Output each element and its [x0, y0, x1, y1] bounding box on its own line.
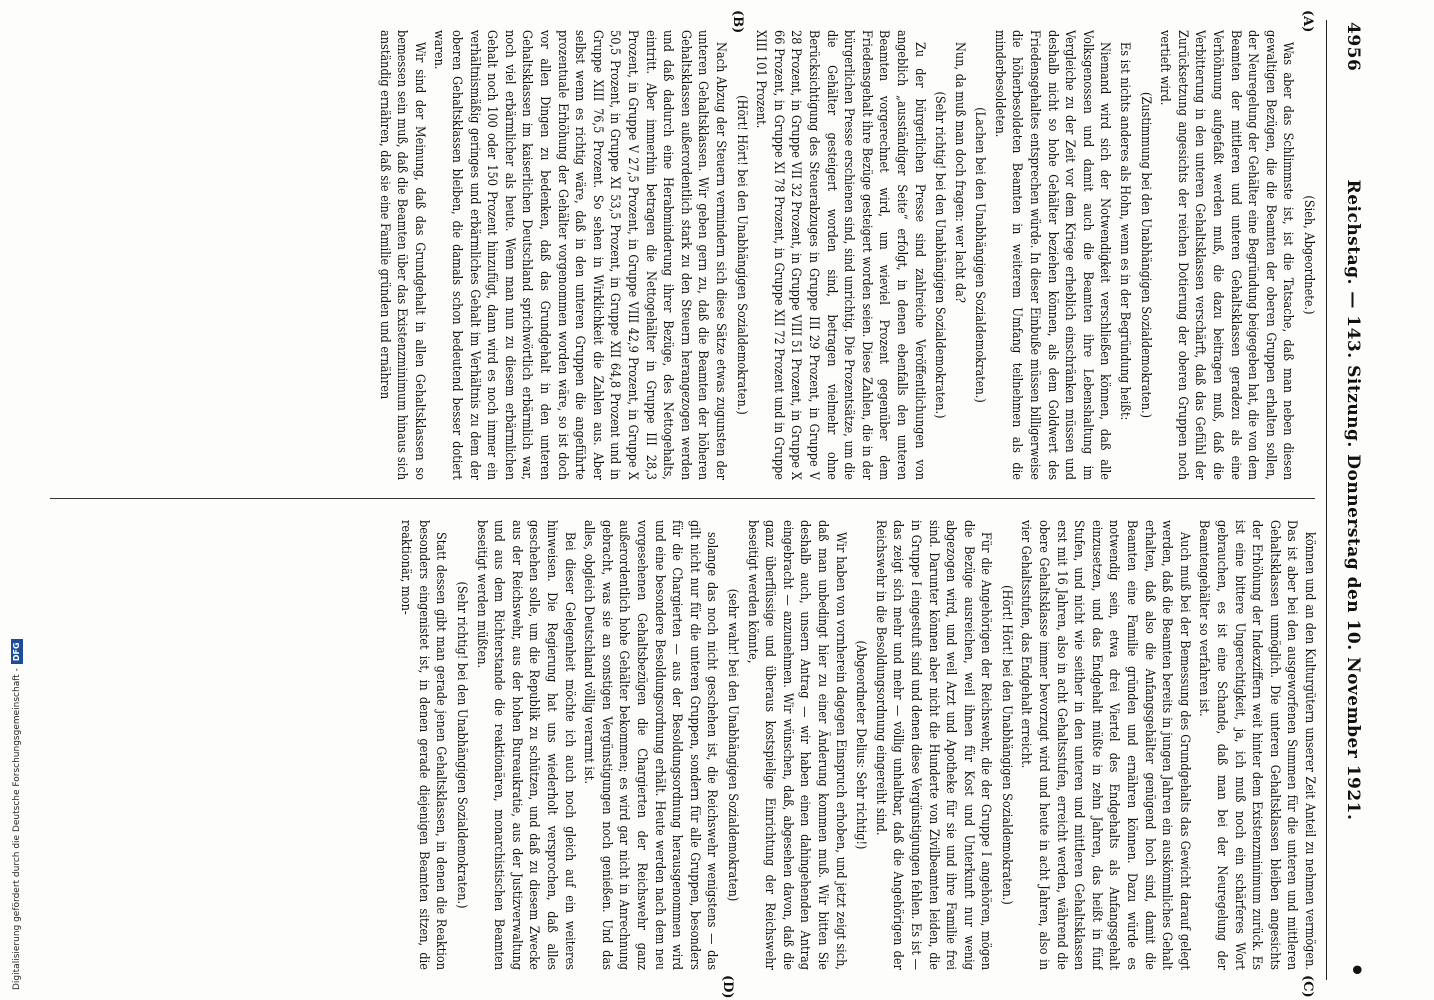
margin-mark-d: (D)	[720, 975, 735, 999]
paragraph: Bei dieser Gelegenheit möchte ich auch noch gleich auf ein weiteres hinweisen. Die Regierung hat uns wiederholt versprochen, daß alles geschehen solle, um die Republik zu schützen, und daß zu diesem Zwecke aus der Reichswehr, aus der hohen Bureaukratie, aus der Justizverwaltung und aus dem Richterstande die reaktionären, monarchistischen Beamten beseitigt werden müßten.	[474, 520, 578, 970]
interjection: (Hört! Hört! bei den Unabhängigen Sozialdemokraten.)	[999, 585, 1015, 905]
paragraph: Auch muß bei der Bemessung des Grundgehalts das Gewicht darauf gelegt werden, daß die Beamten bereits in jungen Jahren ein auskömmliches Gehalt erhalten, daß also die Anfangsgehälter genügend hoch sind, damit die Beamten eine Familie gründen und ernähren können. Dazu würde es notwendig sein, etwa drei Viertel des Endgehalts als Anfangsgehalt einzusetzen, und das Endgehalt müßte in zehn Jahren, das heißt in fünf Stufen, und nicht wie seither in den unteren und mittleren Gehaltsklassen erst mit 16 Jahren, also in acht Gehaltsstufen, erreicht werden, während die obere Gehaltsklasse immer bevorzugt wird und heute in acht Jahren, also in vier Gehaltsstufen, das Endgehalt erreicht.	[1019, 520, 1193, 970]
paragraph: Nun, da muß man doch fragen: wer lacht da?	[952, 42, 968, 303]
interjection: (Abgeordneter Delius: Sehr richtig!)	[854, 640, 870, 850]
interjection: (Hört! Hört! bei den Unabhängigen Sozialdemokraten.)	[734, 95, 750, 415]
right-column	[49, 520, 1319, 970]
running-title: Reichstag. — 143. Sitzung. Donnerstag den 10. November 1921.	[1343, 179, 1363, 821]
column-divider	[50, 498, 1315, 499]
interjection: (Lachen bei den Unabhängigen Sozialdemokraten.)	[973, 107, 989, 403]
paragraph: können und an den Kulturgütern unserer Zeit Anteil zu nehmen vermögen. Das ist aber bei den ausgeworfenen Summen für die unteren und mittleren Gehaltsklassen unmöglich. Die unteren Gehaltsklassen bleiben angesichts der Erhöhung der Indexziffern weit hinter dem Existenzminimum zurück. Es ist eine bittere Ungerechtigkeit, ja, ich muß noch ein schärferes Wort gebrauchen, es ist eine Schande, daß man bei der Neuregelung der Beamtengehälter so verfahren ist.	[1197, 520, 1318, 970]
digitization-credit	[6, 620, 28, 990]
paragraph: Es ist nichts anderes als Hohn, wenn es in der Begründung heißt:	[1118, 42, 1134, 421]
margin-mark-a: (A)	[1300, 10, 1315, 33]
paragraph: Wir sind der Meinung, daß das Grundgehalt in allen Gehaltsklassen so bemessen sein muß, daß die Beamten über das Existenzminimum hinaus sich anständig ernähren, daß sie eine Familie gründen und ernähren	[377, 30, 428, 480]
paragraph: solange das noch nicht geschehen ist, die Reichswehr wenigstens — das gilt nicht nur für die unteren Gruppen, sondern für alle Gruppen, besonders für die Chargierten — aus der Besoldungsordnung herausgenommen wird und eine besondere Besoldungsordnung erhält. Heute werden nach dem neu vorgesehenen Gehaltsbezügen die Chargierten der Reichswehr ganz außerordentlich hohe Gehälter bekommen; es wird gar nicht in Anrechnung gebracht, was sie an sonstigen Vergünstigungen noch genießen. Und das alles, obgleich Deutschland völlig verarmt ist.	[582, 520, 721, 970]
left-column	[49, 30, 1319, 480]
interjection: (sehr wahr! bei den Unabhängigen Sozialdemokraten)	[726, 588, 741, 902]
margin-mark-b: (B)	[730, 10, 745, 34]
rotated-sheet	[30, 0, 1375, 1000]
interjection: (Sehr richtig! bei den Unabhängigen Sozialdemokraten.)	[455, 581, 471, 909]
page-header	[1329, 16, 1373, 984]
header-rule	[1326, 20, 1327, 980]
credit-text-wrapper	[6, 620, 28, 990]
paragraph: Wir haben von vornherein dagegen Einspruch erhoben, und jetzt zeigt sich, daß man unbedingt hier zu einer Änderung kommen muß. Wir bitten Sie deshalb auch, unsern Antrag — wir haben einen dahingehenden Antrag eingebracht — anzunehmen. Wir wünschen, daß, abgesehen davon, daß die ganz überflüssige und überaus kostspielige Einrichtung der Reichswehr beseitigt werden könnte,	[745, 520, 849, 970]
quotation: Niemand wird sich der Notwendigkeit verschließen können, daß alle Volksgenossen und damit auch die Beamten ihre Lebenshaltung im Vergleiche zu der Zeit vor dem Kriege erheblich einschränken müssen und deshalb nicht so hohe Gehälter beziehen können, als dem Goldwert des Friedensgehaltes entsprechen würde. In dieser Einbuße müssen billigerweise die höherbesoldeten Beamten in weiterem Umfang teilnehmen als die minderbesoldeten.	[992, 30, 1114, 480]
paragraph: Nach Abzug der Steuern vermindern sich diese Sätze etwas zugunsten der unteren Gehaltsklassen. Wir geben gern zu, daß die Beamten der höheren Gehaltsklassen außerordentlich stark zu den Steuern herangezogen werden und daß dadurch eine Herabminderung ihrer Bezüge, des Nettogehalts, eintritt. Aber immerhin betragen die Nettogehälter in Gruppe III 28,3 Prozent, in Gruppe V 27,5 Prozent, in Gruppe VIII 42,9 Prozent, in Gruppe X 50,5 Prozent, in Gruppe XI 53,5 Prozent, in Gruppe XII 64,8 Prozent und in Gruppe XIII 76,5 Prozent. So sehen in Wirklichkeit die Zahlen aus. Aber selbst wenn es richtig wäre, daß in den unteren Gruppen die angeführte prozentuale Erhöhung der Gehälter vorgenommen worden wäre, so ist doch vor allen Dingen zu bedenken, daß das Grundgehalt in den unteren Gehaltsklassen im kaiserlichen Deutschland sprichwörtlich erbärmlich war, noch viel erbärmlicher als heute. Wenn man nun zu diesem erbärmlichen Gehalt noch 100 oder 150 Prozent hinzufügt, dann wird es noch immer ein verhältnismäßig geringes und erbärmliches Gehalt im Verhältnis zu dem der oberen Gehaltsklassen bleiben, die damals schon bedeutend besser dotiert waren.	[432, 30, 729, 480]
dfg-logo: DFG	[11, 639, 23, 664]
paragraph: Zu der bürgerlichen Presse sind zahlreiche Veröffentlichungen von angeblich „ausständiger Seite“ erfolgt, in denen ebenfalls den unteren Beamten vorgerechnet wird, um wieviel Prozent gegenüber dem Friedensgehalt ihre Bezüge gesteigert worden seien. Diese Zahlen, die in der bürgerlichen Presse erschienen sind, sind unrichtig. Die Prozentsätze, um die die Gehälter gesteigert worden sind, betragen vielmehr ohne Berücksichtigung des Steuerabzuges in Gruppe III 29 Prozent, in Gruppe V 28 Prozent, in Gruppe VII 32 Prozent, in Gruppe VIII 51 Prozent, in Gruppe X 66 Prozent, in Gruppe XI 78 Prozent, in Gruppe XII 72 Prozent und in Gruppe XIII 101 Prozent.	[754, 30, 928, 480]
interjection: (Sehr richtig! bei den Unabhängigen Sozialdemokraten.)	[933, 91, 949, 419]
paragraph: Für die Angehörigen der Reichswehr, die der Gruppe I angehören, mögen die Bezüge ausreichen, weil ihnen für Kost und Unterkunft nur wenig abgezogen wird, und weil Arzt und Apotheke für sie und ihre Familie frei sind. Darunter können aber nicht die Hunderte von Zivilbeamten leiden, die in Gruppe I eingestuft sind und denen diese Vergünstigungen fehlen. Es ist — das zeigt sich mehr und mehr — völlig unhaltbar, daß die Angehörigen der Reichswehr in die Besoldungsordnung eingereiht sind.	[873, 520, 995, 970]
margin-mark-c: (C)	[1300, 975, 1315, 998]
speaker-line: (Sieh, Abgeordnete.)	[1302, 195, 1317, 315]
page-number: 4956	[1343, 22, 1363, 72]
paragraph: Statt dessen gibt man gerade jenen Gehaltsklassen, in denen die Reaktion besonders eingenistet ist, in denen gerade diejenigen Beamten sitzen, die reaktionär, mon-	[399, 520, 450, 970]
credit-text: Digitalisierung gefördert durch die Deutsche Forschungsgemeinschaft -	[12, 668, 22, 990]
bullet-icon: •	[1342, 962, 1371, 978]
interjection: (Zustimmung bei den Unabhängigen Sozialdemokraten.)	[1138, 91, 1154, 419]
paragraph: Was aber das Schlimmste ist, ist die Tatsache, daß man neben diesen gewaltigen Bezügen, die die Beamten der oberen Gruppen erhalten sollen, der Neuregelung der Gehälter eine Begründung beigegeben hat, die von dem Beamten der mittleren und unteren Gehaltsklassen geradezu als eine Verhöhnung aufgefaßt werden muß, die dazu beitragen muß, daß die Verbitterung in den unteren Gehaltsklassen verschärft, daß das Gefühl der Zurücksetzung angesichts der reichen Dotierung der oberen Gruppen noch vertieft wird.	[1158, 30, 1297, 480]
